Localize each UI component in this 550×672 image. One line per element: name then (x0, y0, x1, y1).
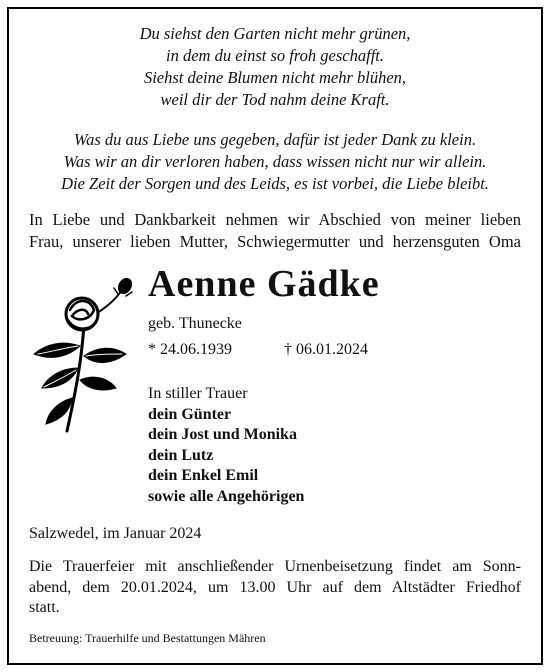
rose-icon (22, 276, 142, 436)
funeral-line: Die Trauerfeier mit anschließender Urnenbeisetzung findet am Sonn- (29, 558, 521, 575)
poem-line: weil dir der Tod nahm deine Kraft. (160, 90, 390, 109)
funeral-line: abend, dem 20.01.2024, um 13.00 Uhr auf dem Altstädter Friedhof (29, 578, 521, 596)
mourners-list (148, 384, 304, 507)
intro-text (29, 209, 521, 253)
place-date: Salzwedel, im Januar 2024 (29, 525, 202, 542)
poem-line: Was wir an dir verloren haben, dass wissen nicht nur wir allein. (63, 152, 487, 171)
poem-line: Die Zeit der Sorgen und des Leids, es ist vorbei, die Liebe bleibt. (61, 174, 489, 193)
funeral-notice (29, 557, 521, 619)
mourner-name: dein Lutz (148, 446, 214, 464)
mourner-name: dein Jost und Monika (148, 426, 297, 443)
poem-line: Du siehst den Garten nicht mehr grünen, (139, 24, 411, 43)
undertaker-credit: Betreuung: Trauerhilfe und Bestattungen Mähren (29, 631, 266, 645)
mourner-name: dein Enkel Emil (148, 467, 259, 484)
death-date: † 06.01.2024 (284, 341, 368, 358)
maiden-name: geb. Thunecke (148, 315, 242, 332)
deceased-name: Aenne Gädke (148, 263, 380, 305)
poem-stanza-1 (0, 23, 550, 111)
mourner-name: sowie alle Angehörigen (148, 487, 305, 505)
poem-line: in dem du einst so froh geschafft. (166, 46, 384, 65)
intro-line: Frau, unserer lieben Mutter, Schwiegermutter und herzensguten Oma (29, 232, 521, 251)
intro-line: In Liebe und Dankbarkeit nehmen wir Abschied von meiner lieben (29, 210, 521, 229)
poem-line: Siehst deine Blumen nicht mehr blühen, (143, 68, 407, 87)
funeral-line: statt. (29, 599, 60, 616)
birth-date: * 24.06.1939 (148, 341, 232, 358)
poem-line: Was du aus Liebe uns gegeben, dafür ist jeder Dank zu klein. (73, 130, 477, 149)
mourner-name: dein Günter (148, 405, 232, 423)
mourners-heading: In stiller Trauer (148, 385, 248, 402)
poem-stanza-2 (0, 129, 550, 195)
